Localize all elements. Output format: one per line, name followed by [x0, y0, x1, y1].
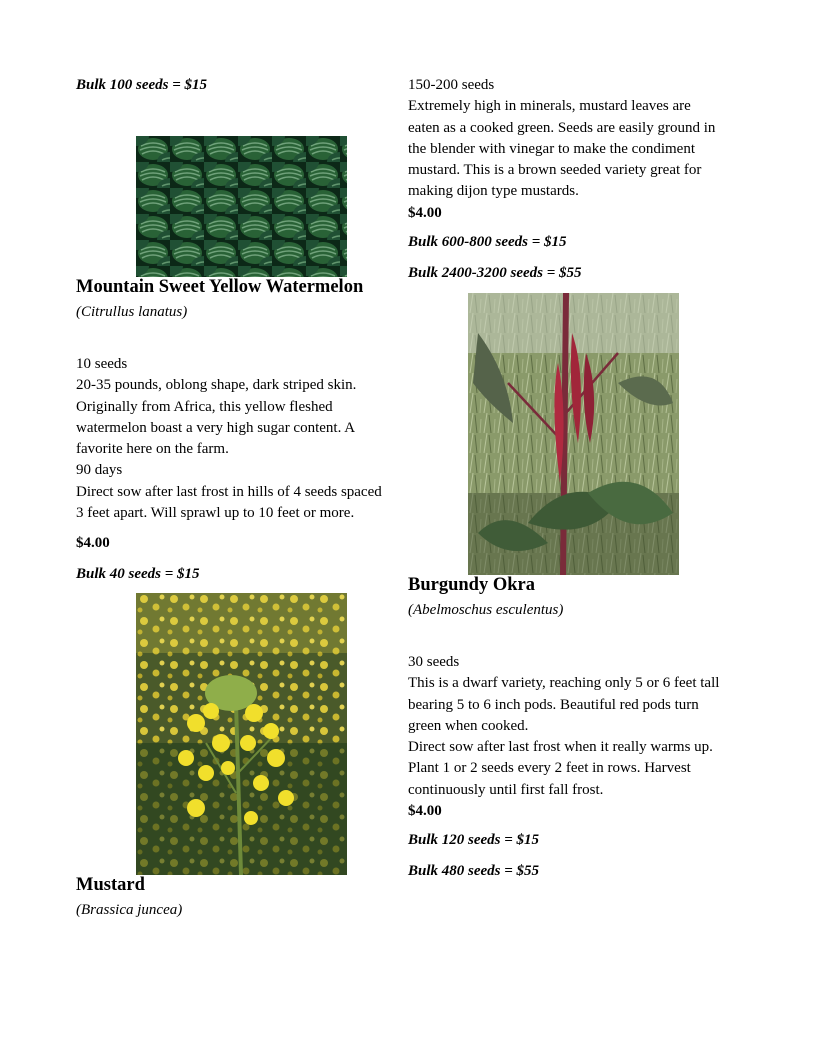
okra-line: bearing 5 to 6 inch pods. Beautiful red pods turn [408, 696, 699, 713]
okra-line: 30 seeds [408, 654, 460, 670]
mustard-line: 150-200 seeds [408, 77, 495, 93]
mustard-line: Extremely high in minerals, mustard leaves are [408, 98, 691, 115]
watermelon-line: 90 days [76, 462, 123, 479]
mustard-scientific-name: (Brassica juncea) [76, 902, 183, 918]
watermelon-line: Originally from Africa, this yellow fleshed [76, 398, 333, 415]
watermelon-pile-photo [136, 136, 347, 277]
okra-description [408, 652, 748, 822]
mustard-title: Mustard [76, 875, 145, 895]
mustard-line: mustard. This is a brown seeded variety great for [408, 162, 702, 179]
mustard-bulk-price-1: Bulk 600-800 seeds = $15 [408, 234, 567, 250]
okra-bulk-price-1: Bulk 120 seeds = $15 [408, 832, 540, 848]
watermelon-line: 3 feet apart. Will sprawl up to 10 feet or more. [76, 505, 355, 522]
burgundy-okra-plant-photo [468, 293, 679, 575]
okra-line: This is a dwarf variety, reaching only 5 or 6 feet tall [408, 675, 720, 692]
mustard-price: $4.00 [408, 204, 442, 221]
watermelon-price: $4.00 [76, 535, 110, 551]
mustard-line: eaten as a cooked green. Seeds are easily ground in [408, 119, 716, 136]
mustard-line: making dijon type mustards. [408, 183, 579, 200]
mustard-bulk-price-2: Bulk 2400-3200 seeds = $55 [408, 265, 582, 281]
okra-bulk-price-2: Bulk 480 seeds = $55 [408, 863, 540, 879]
okra-title: Burgundy Okra [408, 575, 535, 595]
okra-line: green when cooked. [408, 717, 529, 734]
watermelon-line: watermelon boast a very high sugar content. A [76, 419, 356, 436]
watermelon-line: favorite here on the farm. [76, 441, 229, 458]
watermelon-scientific-name: (Citrullus lanatus) [76, 304, 188, 320]
watermelon-bulk-price: Bulk 40 seeds = $15 [76, 566, 200, 582]
mustard-description [408, 75, 748, 224]
watermelon-title: Mountain Sweet Yellow Watermelon [76, 277, 364, 297]
watermelon-line: Direct sow after last frost in hills of 4 seeds spaced [76, 483, 382, 500]
watermelon-line: 20-35 pounds, oblong shape, dark striped skin. [76, 377, 357, 394]
okra-scientific-name: (Abelmoschus esculentus) [408, 602, 564, 618]
okra-line: Plant 1 or 2 seeds every 2 feet in rows. Harvest [408, 760, 691, 777]
okra-line: Direct sow after last frost when it really warms up. [408, 739, 713, 756]
mustard-line: the blender with vinegar to make the condiment [408, 140, 695, 157]
watermelon-description [76, 354, 411, 524]
yellow-mustard-flowers-photo [136, 593, 347, 875]
bulk-price-top: Bulk 100 seeds = $15 [76, 77, 208, 93]
watermelon-line: 10 seeds [76, 356, 128, 372]
okra-line: continuously until first fall frost. [408, 781, 604, 798]
okra-price: $4.00 [408, 803, 442, 820]
